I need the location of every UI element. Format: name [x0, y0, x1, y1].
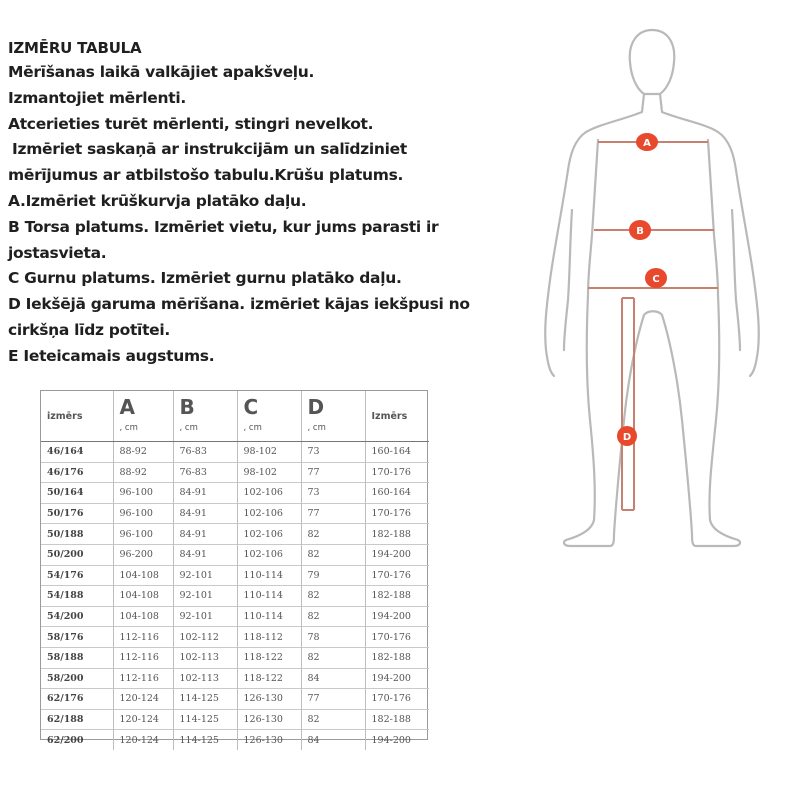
- column-header-a: [113, 391, 173, 442]
- table-cell: 84-91: [173, 544, 237, 565]
- table-cell: 120-124: [113, 709, 173, 730]
- size-table-body: [41, 442, 429, 750]
- size-cell: 50/200: [41, 544, 113, 565]
- table-cell: 104-108: [113, 586, 173, 607]
- right-arm-outline: [732, 170, 759, 376]
- table-cell: 84-91: [173, 503, 237, 524]
- table-cell: 82: [301, 544, 365, 565]
- table-cell: 77: [301, 503, 365, 524]
- body-figure-svg: [510, 20, 790, 560]
- instruction-line-9: C Gurnu platums. Izmēriet gurnu platāko daļu.: [8, 269, 402, 288]
- column-b-letter: B: [179, 395, 195, 419]
- marker-a: [636, 133, 658, 151]
- size-cell: 54/176: [41, 565, 113, 586]
- size-cell: 46/176: [41, 462, 113, 483]
- table-cell: 96-200: [113, 544, 173, 565]
- left-leg-outline: [564, 295, 644, 546]
- table-cell: 84: [301, 730, 365, 750]
- table-row: [41, 730, 429, 750]
- table-cell: 110-114: [237, 586, 301, 607]
- table-cell: 170-176: [365, 627, 429, 648]
- instruction-line-2: Izmantojiet mērlenti.: [8, 88, 186, 107]
- torso-right-outline: [708, 140, 718, 295]
- table-cell: 120-124: [113, 689, 173, 710]
- table-row: [41, 689, 429, 710]
- right-leg-outline: [662, 295, 740, 546]
- table-row: [41, 627, 429, 648]
- table-cell: 110-114: [237, 565, 301, 586]
- instruction-line-5: mērījumus ar atbilstošo tabulu.Krūšu platums.: [8, 166, 404, 185]
- table-cell: 114-125: [173, 730, 237, 750]
- table-cell: 76-83: [173, 442, 237, 463]
- table-cell: 194-200: [365, 730, 429, 750]
- table-row: [41, 524, 429, 545]
- size-cell: 58/188: [41, 647, 113, 668]
- size-cell: 62/176: [41, 689, 113, 710]
- table-cell: 82: [301, 524, 365, 545]
- size-cell: 50/188: [41, 524, 113, 545]
- table-row: [41, 586, 429, 607]
- column-a-unit: , cm: [119, 423, 138, 433]
- table-cell: 182-188: [365, 524, 429, 545]
- column-c-letter: C: [243, 395, 259, 419]
- table-cell: 102-106: [237, 524, 301, 545]
- instruction-line-1: Mērīšanas laikā valkājiet apakšveļu.: [8, 63, 315, 81]
- table-cell: 114-125: [173, 689, 237, 710]
- table-cell: 102-112: [173, 627, 237, 648]
- marker-b: [629, 220, 651, 240]
- table-cell: 182-188: [365, 709, 429, 730]
- table-row: [41, 647, 429, 668]
- body-measurement-figure: [510, 20, 790, 560]
- table-cell: 98-102: [237, 442, 301, 463]
- table-cell: 96-100: [113, 483, 173, 504]
- marker-a-label: A: [643, 138, 651, 149]
- table-cell: 82: [301, 709, 365, 730]
- table-cell: 194-200: [365, 668, 429, 689]
- table-cell: 79: [301, 565, 365, 586]
- size-cell: 62/200: [41, 730, 113, 750]
- table-cell: 84-91: [173, 524, 237, 545]
- table-row: [41, 462, 429, 483]
- column-a-letter: A: [119, 395, 135, 419]
- table-cell: 170-176: [365, 462, 429, 483]
- table-cell: 92-101: [173, 565, 237, 586]
- table-cell: 170-176: [365, 565, 429, 586]
- size-table-container: [40, 390, 428, 746]
- size-table-header-row: [41, 391, 429, 442]
- size-guide-title: IZMĒRU TABULA: [8, 39, 142, 57]
- marker-d: [617, 426, 637, 446]
- table-row: [41, 503, 429, 524]
- table-cell: 110-114: [237, 606, 301, 627]
- table-cell: 182-188: [365, 647, 429, 668]
- height-column-header: Izmērs: [365, 391, 429, 442]
- column-c-unit: , cm: [243, 423, 262, 433]
- instruction-line-6: A.Izmēriet krūškurvja platāko daļu.: [8, 191, 307, 210]
- table-cell: 126-130: [237, 689, 301, 710]
- left-arm-outline: [545, 170, 572, 376]
- size-cell: 46/164: [41, 442, 113, 463]
- column-header-d: [301, 391, 365, 442]
- table-cell: 98-102: [237, 462, 301, 483]
- table-cell: 92-101: [173, 586, 237, 607]
- table-cell: 73: [301, 442, 365, 463]
- instruction-line-12: E Ieteicamais augstums.: [8, 346, 215, 365]
- table-cell: 104-108: [113, 565, 173, 586]
- table-cell: 73: [301, 483, 365, 504]
- size-cell: 54/200: [41, 606, 113, 627]
- table-cell: 118-122: [237, 668, 301, 689]
- table-cell: 78: [301, 627, 365, 648]
- column-d-letter: D: [307, 395, 325, 419]
- table-cell: 118-122: [237, 647, 301, 668]
- table-cell: 114-125: [173, 709, 237, 730]
- table-cell: 126-130: [237, 709, 301, 730]
- column-d-unit: , cm: [307, 423, 326, 433]
- size-cell: 50/164: [41, 483, 113, 504]
- marker-b-label: B: [636, 226, 644, 237]
- column-header-b: [173, 391, 237, 442]
- table-cell: 77: [301, 462, 365, 483]
- table-cell: 194-200: [365, 606, 429, 627]
- table-cell: 160-164: [365, 483, 429, 504]
- size-column-header: izmērs: [41, 391, 113, 442]
- instruction-line-3: Atcerieties turēt mērlenti, stingri nevelkot.: [8, 114, 374, 133]
- table-cell: 182-188: [365, 586, 429, 607]
- table-cell: 96-100: [113, 503, 173, 524]
- table-cell: 84: [301, 668, 365, 689]
- size-cell: 54/188: [41, 586, 113, 607]
- table-cell: 126-130: [237, 730, 301, 750]
- table-cell: 82: [301, 647, 365, 668]
- table-cell: 112-116: [113, 668, 173, 689]
- column-header-c: [237, 391, 301, 442]
- instruction-line-7: B Torsa platums. Izmēriet vietu, kur jums parasti ir: [8, 217, 439, 236]
- table-cell: 92-101: [173, 606, 237, 627]
- marker-d-label: D: [622, 432, 632, 443]
- table-cell: 170-176: [365, 503, 429, 524]
- marker-c-label: C: [652, 274, 660, 285]
- table-cell: 194-200: [365, 544, 429, 565]
- table-row: [41, 544, 429, 565]
- size-guide-instructions: [8, 36, 478, 370]
- instruction-line-10: D Iekšējā garuma mērīšana. izmēriet kājas iekšpusi no: [8, 295, 470, 314]
- table-row: [41, 565, 429, 586]
- table-cell: 112-116: [113, 627, 173, 648]
- table-row: [41, 709, 429, 730]
- size-cell: 62/188: [41, 709, 113, 730]
- table-row: [41, 606, 429, 627]
- column-b-unit: , cm: [179, 423, 198, 433]
- size-table: [41, 391, 429, 750]
- table-row: [41, 483, 429, 504]
- instruction-line-8: jostasvieta.: [8, 243, 107, 262]
- table-cell: 102-113: [173, 668, 237, 689]
- marker-c: [645, 268, 667, 288]
- instruction-line-4: Izmēriet saskaņā ar instrukcijām un salīdziniet: [12, 140, 407, 159]
- table-cell: 160-164: [365, 442, 429, 463]
- table-cell: 102-106: [237, 483, 301, 504]
- torso-left-outline: [588, 140, 598, 295]
- table-cell: 88-92: [113, 442, 173, 463]
- table-cell: 118-112: [237, 627, 301, 648]
- shoulders-outline: [568, 94, 644, 170]
- table-cell: 102-106: [237, 544, 301, 565]
- measurement-lines: [588, 142, 718, 510]
- size-cell: 50/176: [41, 503, 113, 524]
- table-cell: 82: [301, 606, 365, 627]
- table-row: [41, 668, 429, 689]
- table-row: [41, 442, 429, 463]
- table-cell: 84-91: [173, 483, 237, 504]
- size-cell: 58/176: [41, 627, 113, 648]
- instruction-line-11: cirkšņa līdz potītei.: [8, 320, 170, 339]
- head-outline: [630, 30, 675, 94]
- table-cell: 82: [301, 586, 365, 607]
- table-cell: 120-124: [113, 730, 173, 750]
- crotch-outline: [644, 311, 662, 315]
- table-cell: 112-116: [113, 647, 173, 668]
- table-cell: 77: [301, 689, 365, 710]
- table-cell: 96-100: [113, 524, 173, 545]
- table-cell: 104-108: [113, 606, 173, 627]
- table-cell: 88-92: [113, 462, 173, 483]
- table-cell: 76-83: [173, 462, 237, 483]
- shoulders-outline-right: [660, 94, 736, 170]
- table-cell: 102-113: [173, 647, 237, 668]
- table-cell: 102-106: [237, 503, 301, 524]
- size-cell: 58/200: [41, 668, 113, 689]
- table-cell: 170-176: [365, 689, 429, 710]
